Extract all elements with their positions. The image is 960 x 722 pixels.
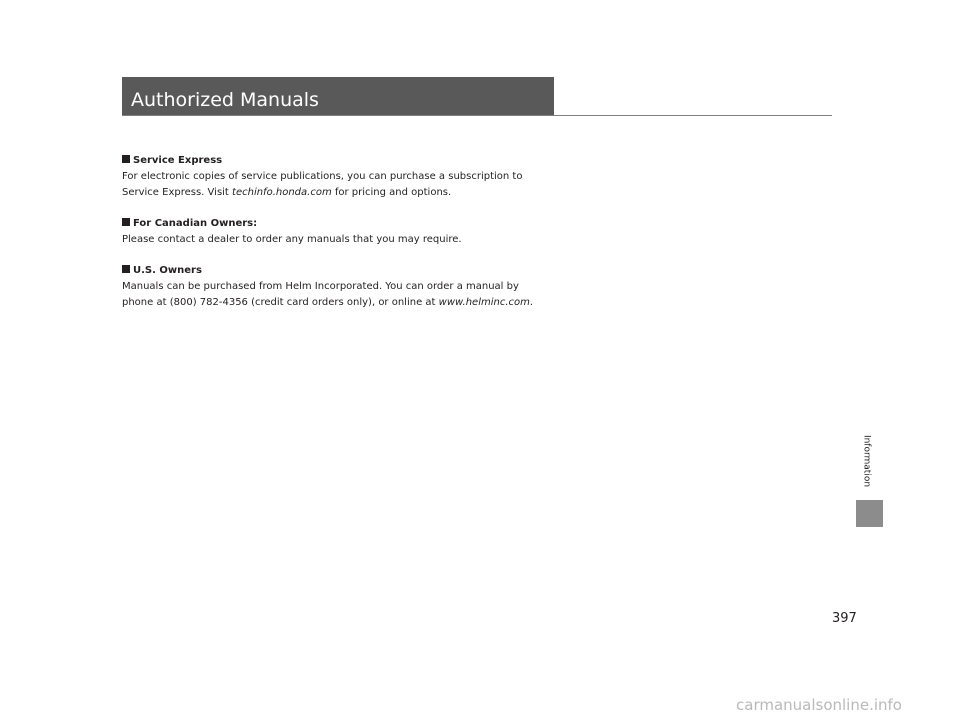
square-bullet-icon [122, 265, 130, 273]
side-tab-marker [856, 500, 883, 527]
page-title: Authorized Manuals [131, 89, 319, 111]
section-heading: Service Express [122, 153, 582, 169]
page-number: 397 [832, 611, 857, 626]
section-heading: For Canadian Owners: [122, 216, 582, 232]
helminc-link: www.helminc.com [438, 297, 530, 308]
techinfo-link: techinfo.honda.com [232, 187, 332, 198]
paragraph-line: phone at (800) 782-4356 (credit card orders only), or online at www.helminc.com. [122, 297, 534, 308]
square-bullet-icon [122, 218, 130, 226]
section-canadian-owners [122, 216, 582, 248]
content [122, 153, 582, 326]
paragraph-line: For electronic copies of service publications, you can purchase a subscription to [122, 171, 523, 182]
watermark: carmanualsonline.info [736, 696, 902, 714]
square-bullet-icon [122, 155, 130, 163]
title-rule [122, 115, 832, 116]
section-service-express [122, 153, 582, 201]
paragraph-line: Please contact a dealer to order any manuals that you may require. [122, 234, 462, 245]
side-tab-label: Information [861, 434, 872, 488]
section-heading: U.S. Owners [122, 263, 582, 279]
paragraph-line: Manuals can be purchased from Helm Incorporated. You can order a manual by [122, 281, 519, 292]
paragraph-line: Service Express. Visit techinfo.honda.com for pricing and options. [122, 187, 452, 198]
title-bar [122, 77, 554, 115]
section-us-owners [122, 263, 582, 311]
